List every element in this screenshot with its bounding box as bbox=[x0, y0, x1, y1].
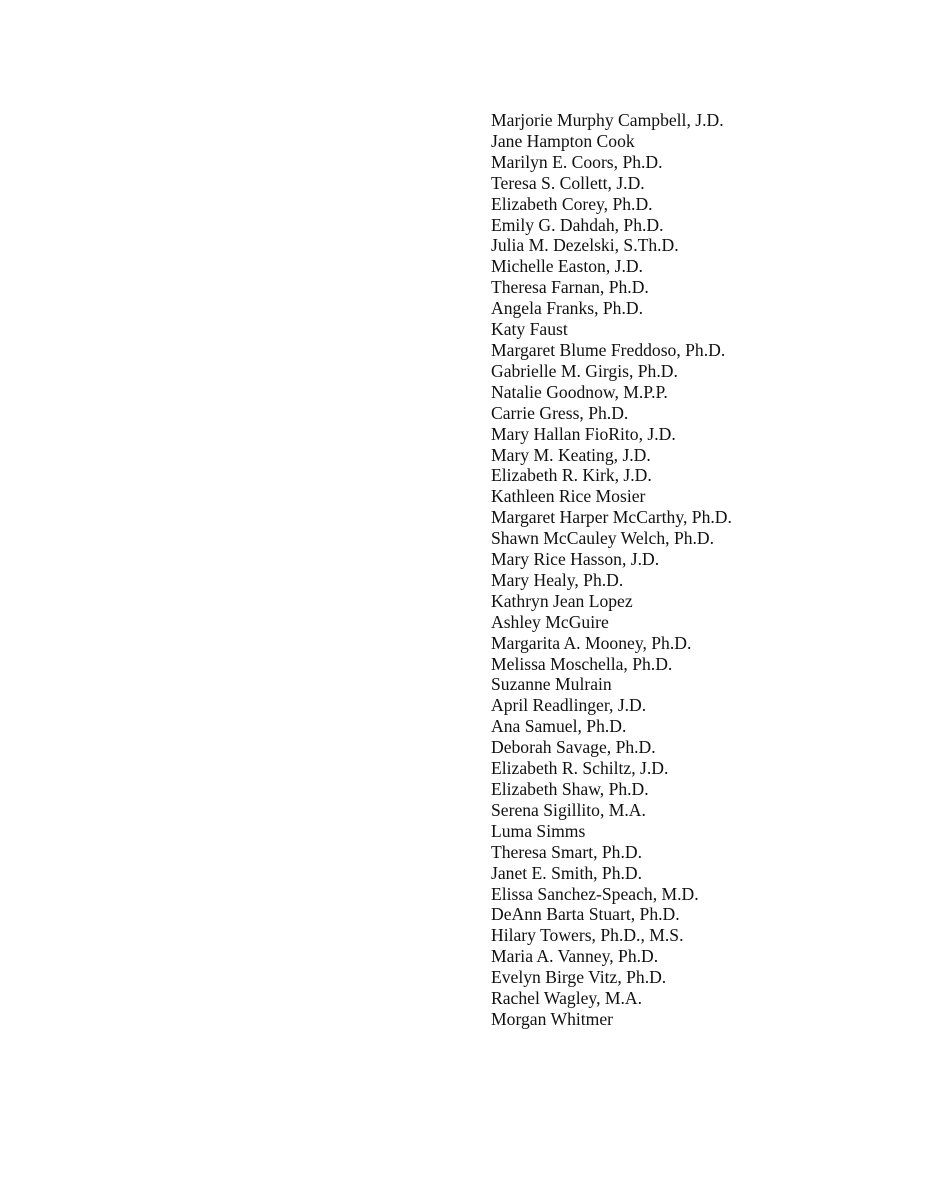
signatory-name: Elizabeth R. Kirk, J.D. bbox=[491, 465, 652, 486]
signatory-name: Natalie Goodnow, M.P.P. bbox=[491, 381, 668, 402]
signatory-name: Maria A. Vanney, Ph.D. bbox=[491, 946, 659, 967]
signatory-name: Mary Healy, Ph.D. bbox=[491, 569, 624, 590]
signatory-name: Mary M. Keating, J.D. bbox=[491, 444, 651, 465]
signatory-name: Suzanne Mulrain bbox=[491, 674, 612, 695]
signatory-name: Julia M. Dezelski, S.Th.D. bbox=[491, 235, 679, 256]
signatory-name: Mary Hallan FioRito, J.D. bbox=[491, 423, 676, 444]
signatory-name: Theresa Farnan, Ph.D. bbox=[491, 277, 649, 298]
signatory-name: April Readlinger, J.D. bbox=[491, 695, 647, 716]
signatory-name: Jane Hampton Cook bbox=[491, 130, 635, 151]
signatory-name: Hilary Towers, Ph.D., M.S. bbox=[491, 925, 684, 946]
signatory-name: Katy Faust bbox=[491, 319, 568, 340]
signatory-name: Gabrielle M. Girgis, Ph.D. bbox=[491, 360, 678, 381]
signatory-name: Emily G. Dahdah, Ph.D. bbox=[491, 214, 664, 235]
signatory-name: Ashley McGuire bbox=[491, 611, 609, 632]
signatory-list bbox=[491, 110, 732, 1030]
signatory-name: Theresa Smart, Ph.D. bbox=[491, 841, 642, 862]
signatory-name: DeAnn Barta Stuart, Ph.D. bbox=[491, 904, 680, 925]
signatory-name: Marilyn E. Coors, Ph.D. bbox=[491, 151, 663, 172]
signatory-name: Shawn McCauley Welch, Ph.D. bbox=[491, 528, 715, 549]
signatory-name: Rachel Wagley, M.A. bbox=[491, 988, 643, 1009]
signatory-name: Elizabeth R. Schiltz, J.D. bbox=[491, 758, 669, 779]
signatory-name: Ana Samuel, Ph.D. bbox=[491, 716, 627, 737]
signatory-name: Angela Franks, Ph.D. bbox=[491, 298, 643, 319]
signatory-name: Kathleen Rice Mosier bbox=[491, 486, 646, 507]
signatory-name: Elissa Sanchez-Speach, M.D. bbox=[491, 883, 699, 904]
signatory-name: Melissa Moschella, Ph.D. bbox=[491, 653, 673, 674]
signatory-name: Elizabeth Shaw, Ph.D. bbox=[491, 779, 649, 799]
signatory-name: Deborah Savage, Ph.D. bbox=[491, 737, 656, 758]
signatory-name: Kathryn Jean Lopez bbox=[491, 590, 633, 611]
signatory-name: Elizabeth Corey, Ph.D. bbox=[491, 193, 653, 214]
signatory-name: Margaret Blume Freddoso, Ph.D. bbox=[491, 339, 726, 360]
signatory-name: Margaret Harper McCarthy, Ph.D. bbox=[491, 507, 732, 528]
signatory-name: Morgan Whitmer bbox=[491, 1008, 613, 1029]
signatory-name: Evelyn Birge Vitz, Ph.D. bbox=[491, 967, 667, 988]
signatory-name: Luma Simms bbox=[491, 820, 586, 841]
signatory-name: Janet E. Smith, Ph.D. bbox=[491, 862, 643, 883]
signatory-name: Serena Sigillito, M.A. bbox=[491, 799, 646, 820]
signatory-name: Carrie Gress, Ph.D. bbox=[491, 402, 629, 423]
signatory-name: Mary Rice Hasson, J.D. bbox=[491, 549, 660, 570]
signatory-name: Michelle Easton, J.D. bbox=[491, 256, 643, 277]
signatory-name: Marjorie Murphy Campbell, J.D. bbox=[491, 110, 724, 130]
signatory-name: Margarita A. Mooney, Ph.D. bbox=[491, 632, 692, 653]
signatory-name: Teresa S. Collett, J.D. bbox=[491, 172, 645, 193]
